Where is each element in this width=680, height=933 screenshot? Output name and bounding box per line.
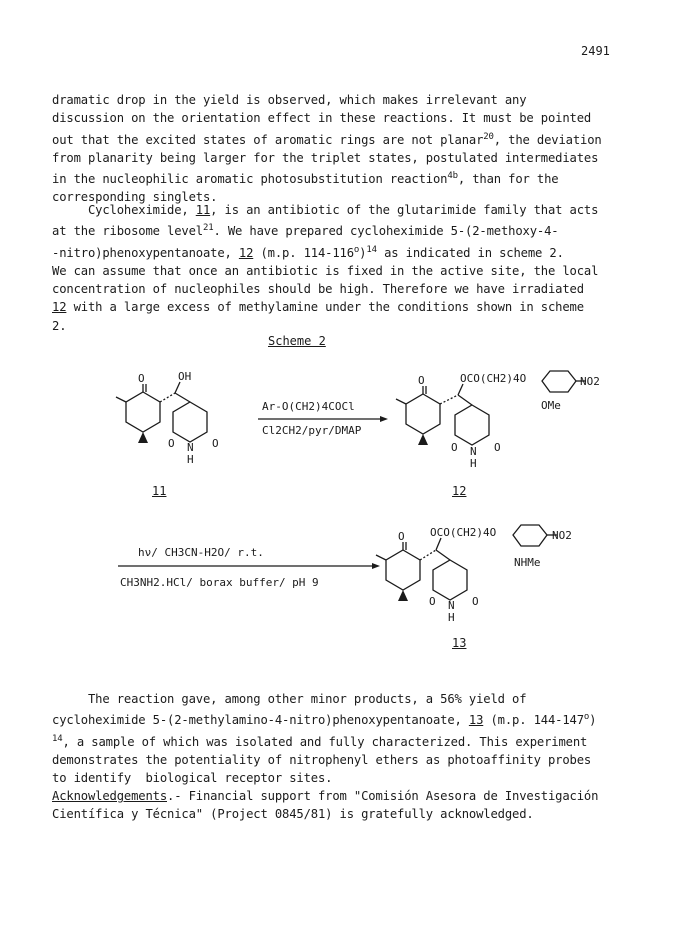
text-line: dramatic drop in the yield is observed, which makes irrelevant any (52, 93, 527, 107)
svg-text:NO2: NO2 (552, 529, 572, 542)
imide-oxygen-left: O (168, 437, 175, 450)
degree-sign: o (583, 712, 590, 723)
svg-text:H: H (470, 457, 477, 470)
text-line: , a sample of which was isolated and fully characterized. This experiment (62, 734, 588, 749)
text-line: concentration of nucleophiles should be high. Therefore we have irradiated (52, 282, 584, 297)
text-line: , than for the (457, 172, 559, 187)
svg-text:O: O (494, 441, 501, 454)
compound-label-13: 13 (452, 636, 467, 650)
reference-superscript: 20 (483, 131, 494, 142)
nitro-label: NO2 (580, 375, 600, 388)
step2-reagent-bottom: CH3NH2.HCl/ borax buffer/ pH 9 (120, 576, 319, 589)
compound-label-11: 11 (152, 484, 167, 498)
text-line: , the deviation (493, 132, 602, 147)
degree-sign: o (353, 244, 360, 255)
svg-text:O: O (429, 595, 436, 608)
step1-reagent-bottom: Cl2CH2/pyr/DMAP (262, 424, 362, 437)
text-line: corresponding singlets. (52, 190, 218, 205)
text-line: discussion on the orientation effect in these reactions. It must be pointed (52, 111, 592, 126)
text-line: The reaction gave, among other minor products, a 56% yield of (52, 692, 527, 706)
scheme-title: Scheme 2 (268, 334, 326, 348)
text-line: as indicated in scheme 2. (376, 245, 564, 260)
imide-hydrogen: H (187, 453, 194, 466)
text-line: . We have prepared cycloheximide 5-(2-methoxy-4- (213, 224, 559, 239)
reference-superscript: 21 (202, 223, 214, 234)
compound-ref-13: 13 (468, 713, 484, 728)
text-line: .- Financial support from "Comisión Asesora de Investigación (167, 789, 599, 803)
reference-superscript: 14 (366, 244, 377, 255)
compound-11-structure (116, 370, 219, 466)
compound-ref-12: 12 (52, 300, 67, 315)
text-line: ) (589, 713, 597, 728)
text-line: We can assume that once an antibiotic is fixed in the active site, the local (52, 263, 599, 278)
page-number: 2491 (581, 44, 610, 58)
svg-text:O: O (418, 374, 425, 387)
cyclohexanone-ring (126, 392, 160, 432)
reference-superscript: 4b (447, 171, 458, 182)
text-line: -nitro)phenoxypentanoate, (52, 245, 239, 260)
glutarimide-ring (173, 402, 207, 442)
compound-ref-12: 12 (238, 245, 254, 260)
svg-text:H: H (448, 611, 455, 624)
step1-reagent-top: Ar-O(CH2)4COCl (262, 400, 355, 413)
compound-12-structure (396, 371, 600, 470)
paragraph-3 (52, 690, 596, 787)
imide-nitrogen: N (187, 441, 194, 454)
scheme-2-diagram (0, 350, 680, 670)
text-line: 2. (52, 318, 67, 333)
text-line: , is an antibiotic of the glutarimide family that acts (210, 203, 599, 217)
imide-oxygen-right: O (212, 437, 219, 450)
text-line: out that the excited states of aromatic rings are not planar (52, 132, 484, 147)
wedge-bond (138, 432, 148, 443)
compound-13-structure (376, 525, 572, 624)
hydroxyl-label: OH (178, 370, 192, 383)
text-line: with a large excess of methylamine under the conditions shown in scheme (66, 300, 584, 315)
text-line: to identify biological receptor sites. (52, 771, 333, 786)
paragraph-2 (52, 201, 598, 335)
svg-text:O: O (451, 441, 458, 454)
acknowledgements (52, 787, 598, 824)
methylamino-label: NHMe (514, 556, 541, 569)
text-line: from planarity being larger for the triplet states, postulated intermediates (52, 150, 599, 165)
text-line: in the nucleophilic aromatic photosubstitution reaction (52, 172, 448, 187)
svg-text:N: N (470, 445, 477, 458)
text-line: (m.p. 144-147 (483, 713, 584, 728)
reference-superscript: 14 (52, 733, 63, 744)
text-line: (m.p. 114-116 (253, 245, 354, 260)
svg-text:O: O (398, 530, 405, 543)
carbonyl-oxygen: O (138, 372, 145, 385)
text-line: cycloheximide 5-(2-methylamino-4-nitro)phenoxypentanoate, (52, 713, 469, 728)
text-line: demonstrates the potentiality of nitrophenyl ethers as photoaffinity probes (52, 752, 592, 767)
svg-text:OCO(CH2)4O: OCO(CH2)4O (430, 526, 497, 539)
svg-text:O: O (472, 595, 479, 608)
text-line: ) (359, 245, 367, 260)
reaction-arrow-1 (258, 400, 388, 437)
step2-reagent-top: hν/ CH3CN-H2O/ r.t. (138, 546, 264, 559)
text-line: Científica y Técnica" (Project 0845/81) is gratefully acknowledged. (52, 807, 534, 822)
compound-ref-11: 11 (195, 203, 211, 217)
svg-text:N: N (448, 599, 455, 612)
text-line: at the ribosome level (52, 224, 203, 239)
reaction-arrow-2 (118, 546, 380, 589)
compound-label-12: 12 (452, 484, 467, 498)
nitrophenyl-ring (542, 371, 576, 392)
methyl-bond (116, 397, 126, 402)
text-line: Cycloheximide, (52, 203, 196, 217)
ester-chain-label: OCO(CH2)4O (460, 372, 527, 385)
methoxy-label: OMe (541, 399, 561, 412)
paragraph-1 (52, 91, 602, 207)
acknowledgements-heading: Acknowledgements (52, 789, 167, 803)
